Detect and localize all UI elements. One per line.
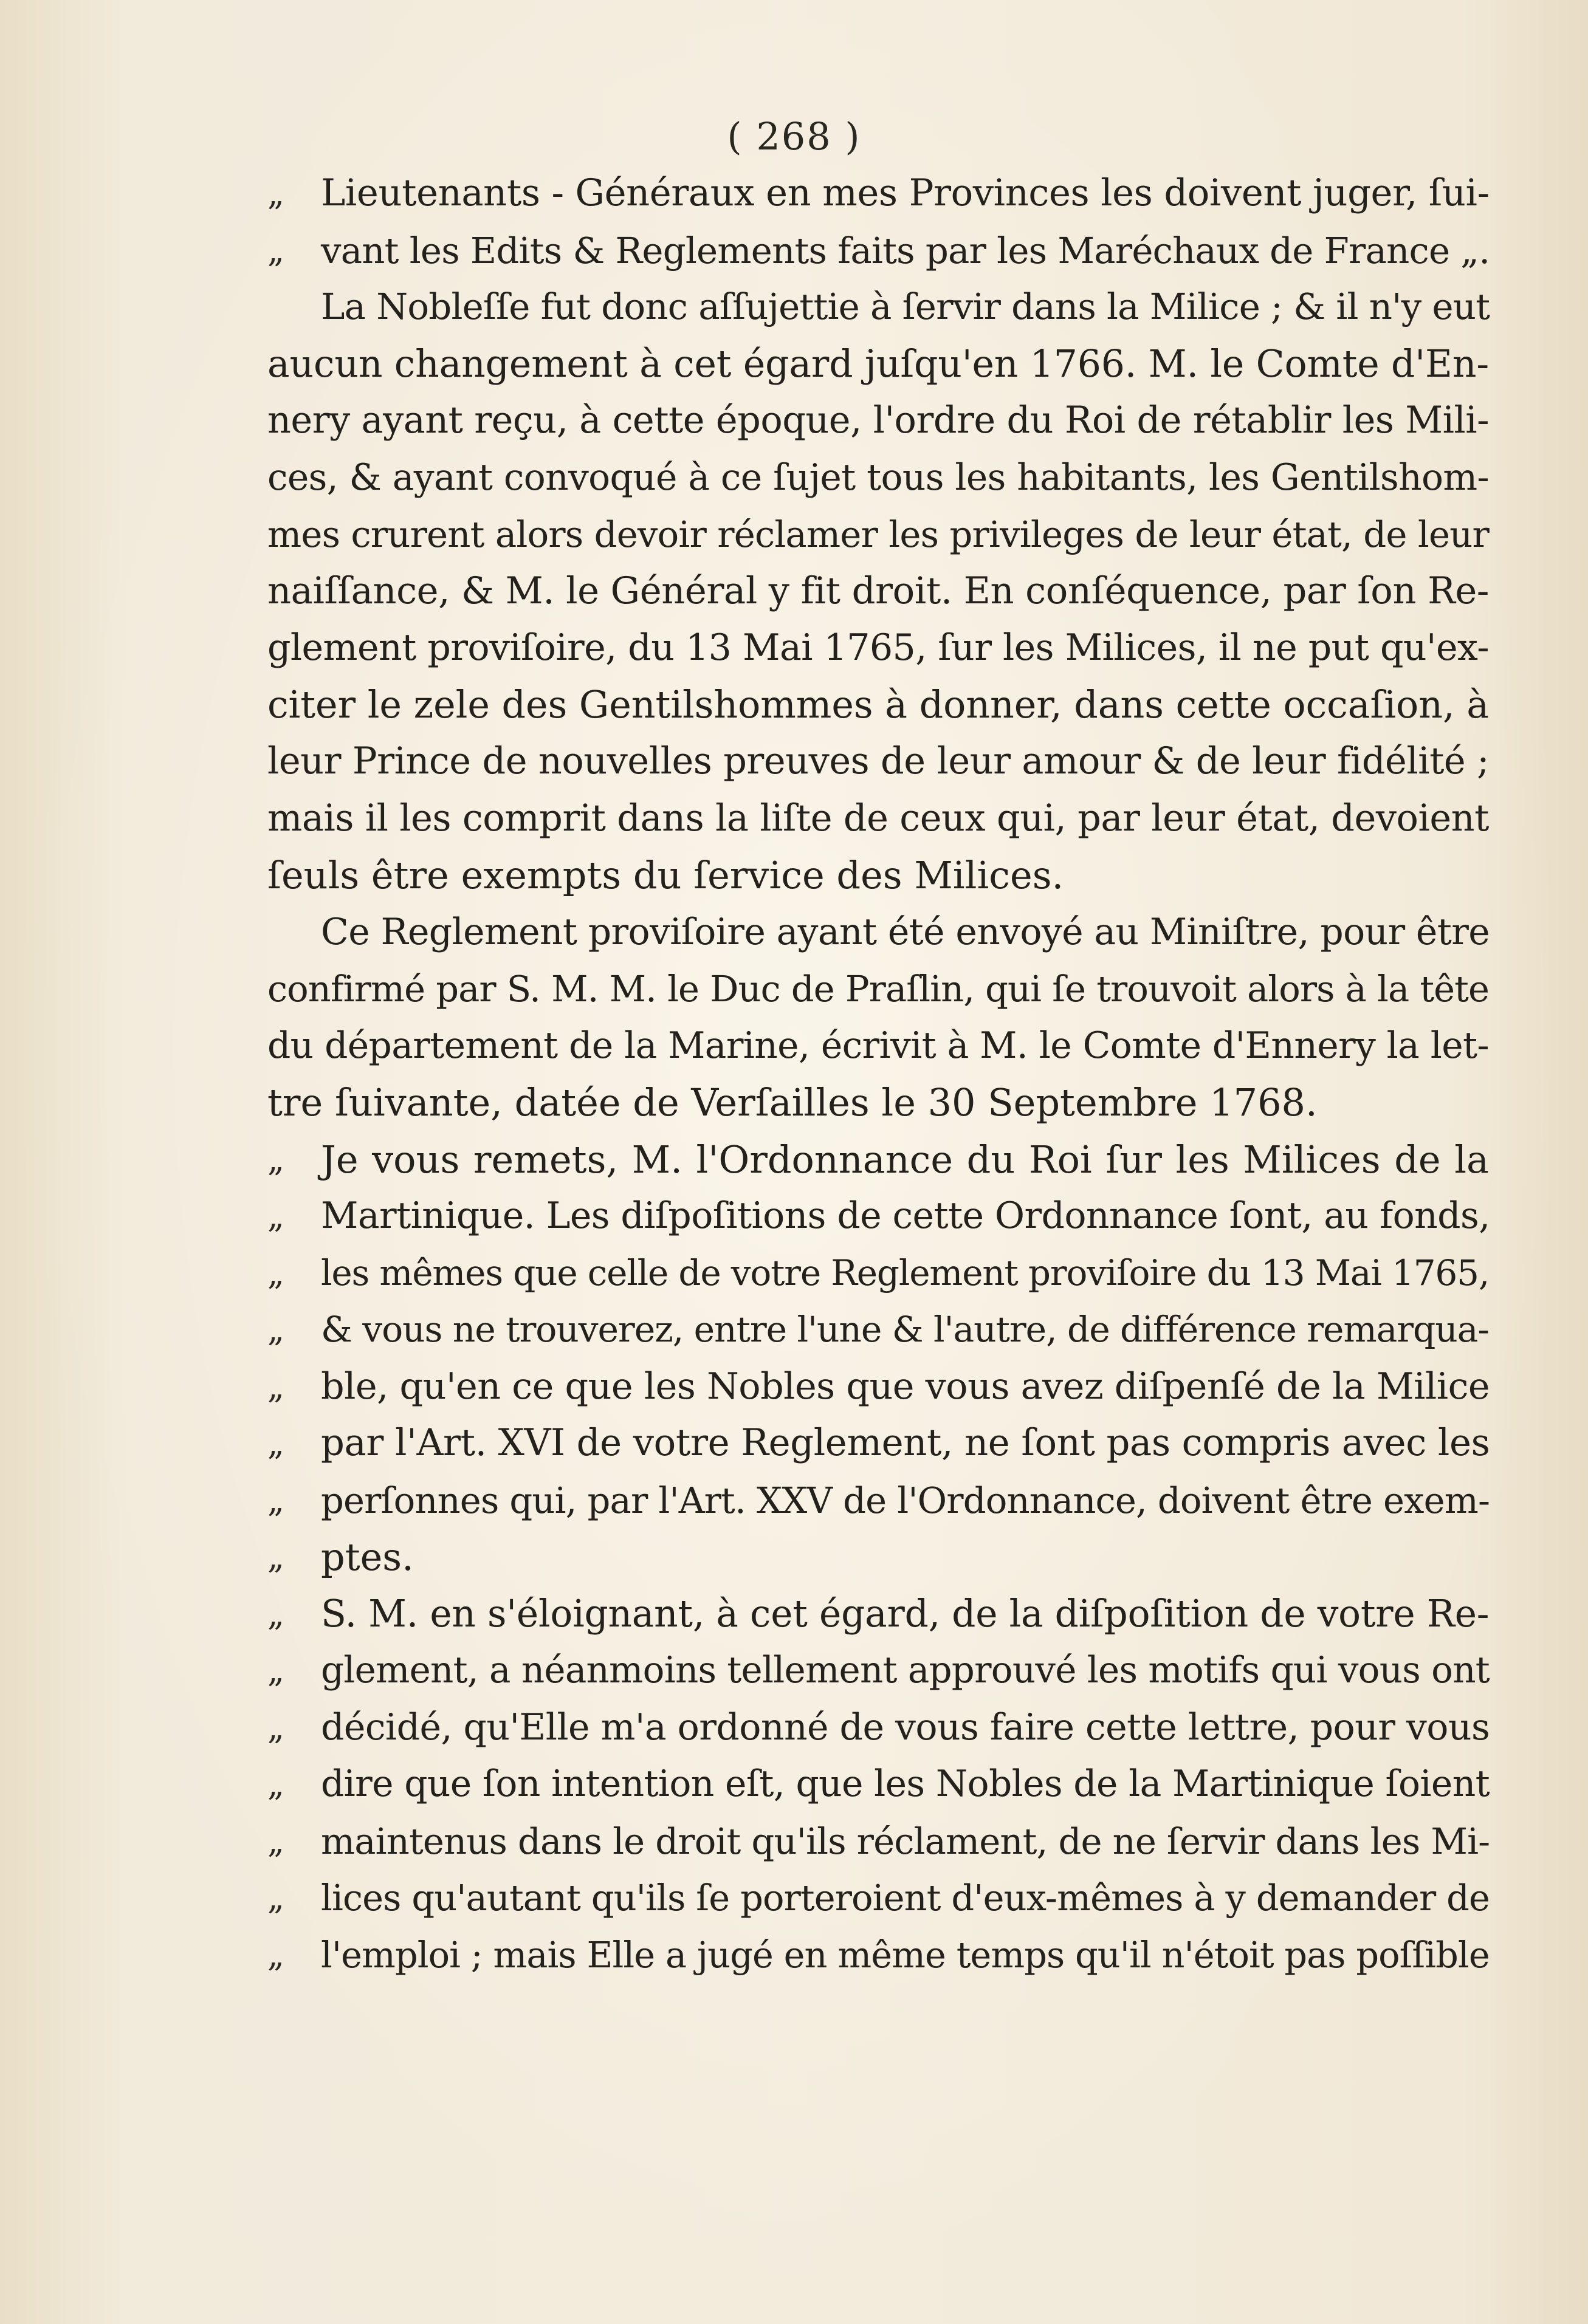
text-line [267, 1870, 1489, 1927]
text-line [267, 165, 1489, 222]
quotation-mark: „ [267, 1651, 284, 1690]
text-line [267, 1301, 1489, 1359]
text-line [267, 336, 1489, 393]
line-text: lices qu'autant qu'ils ſe porteroient d'eux-mêmes à y demander de [321, 1877, 1490, 1919]
line-text: glement proviſoire, du 13 Mai 1765, ſur les Milices, il ne put qu'ex- [267, 626, 1489, 669]
text-line [267, 506, 1489, 563]
text-line [267, 1642, 1489, 1699]
text-line [267, 1359, 1489, 1416]
line-text: ptes. [321, 1535, 414, 1579]
line-text: l'emploi ; mais Elle a jugé en même temps qu'il n'étoit pas poſſible [321, 1933, 1490, 1976]
text-line [267, 1586, 1489, 1643]
text-line [267, 1813, 1489, 1870]
line-text: Ce Reglement proviſoire ayant été envoyé au Miniſtre, pour être [321, 910, 1490, 953]
body-text [267, 165, 1489, 1983]
line-text: les mêmes que celle de votre Reglement proviſoire du 13 Mai 1765, [321, 1252, 1490, 1294]
line-text: Martinique. Les diſpoſitions de cette Ordonnance ſont, au fonds, [321, 1195, 1490, 1237]
text-line [267, 1131, 1489, 1188]
text-line [267, 1018, 1489, 1075]
quotation-mark: „ [267, 1822, 284, 1860]
line-text: ble, qu'en ce que les Nobles que vous avez diſpenſé de la Milice [321, 1365, 1490, 1408]
quotation-mark: „ [267, 174, 284, 213]
quotation-mark: „ [267, 1935, 284, 1974]
line-text: & vous ne trouverez, entre l'une & l'autre, de différence remarqua- [321, 1309, 1489, 1350]
line-text: S. M. en s'éloignant, à cet égard, de la diſpoſition de votre Re- [321, 1592, 1490, 1636]
text-line [267, 1074, 1489, 1131]
line-text: ces, & ayant convoqué à ce ſujet tous les habitants, les Gentilshom- [267, 456, 1489, 499]
text-line [267, 1699, 1489, 1757]
line-text: glement, a néanmoins tellement approuvé les motifs qui vous ont [321, 1650, 1490, 1692]
quotation-mark: „ [267, 1708, 284, 1747]
line-text: Lieutenants - Généraux en mes Provinces les doivent juger, ſui- [321, 172, 1490, 214]
quotation-mark: „ [267, 1140, 284, 1179]
quotation-mark: „ [267, 1538, 284, 1576]
line-text: tre ſuivante, datée de Verſailles le 30 Septembre 1768. [267, 1080, 1318, 1125]
line-text: leur Prince de nouvelles preuves de leur amour & de leur fidélité ; [267, 740, 1489, 783]
quotation-mark: „ [267, 1594, 284, 1633]
line-text: par l'Art. XVI de votre Reglement, ne ſont pas compris avec les [321, 1422, 1490, 1464]
page-number: ( 268 ) [727, 114, 861, 159]
text-line [267, 1927, 1489, 1984]
text-line [267, 847, 1489, 904]
text-line [267, 1756, 1489, 1813]
quotation-mark: „ [267, 231, 284, 270]
quotation-mark: „ [267, 1253, 284, 1292]
text-line [267, 733, 1489, 790]
text-line [267, 677, 1489, 734]
line-text: mais il les comprit dans la liſte de ceux qui, par leur état, devoient [267, 797, 1489, 840]
text-line [267, 392, 1489, 450]
line-text: confirmé par S. M. M. le Duc de Praſlin, qui ſe trouvoit alors à la tête [267, 968, 1489, 1010]
quotation-mark: „ [267, 1765, 284, 1803]
line-text: naiſſance, & M. le Général y fit droit. En conſéquence, par ſon Re- [267, 569, 1489, 612]
text-line [267, 450, 1489, 507]
line-text: vant les Edits & Reglements faits par les Maréchaux de France „. [321, 229, 1490, 272]
text-line [267, 1415, 1489, 1472]
quotation-mark: „ [267, 1367, 284, 1406]
line-text: La Nobleſſe fut donc aſſujettie à ſervir dans la Milice ; & il n'y eut [321, 286, 1490, 328]
line-text: ſeuls être exempts du ſervice des Milices. [267, 853, 1064, 897]
quotation-mark: „ [267, 1311, 284, 1349]
line-text: nery ayant reçu, à cette époque, l'ordre du Roi de rétablir les Mili- [267, 399, 1489, 442]
text-line [267, 961, 1489, 1018]
text-line [267, 222, 1489, 279]
text-line [267, 790, 1489, 848]
line-text: aucun changement à cet égard juſqu'en 1766. M. le Comte d'En- [267, 341, 1489, 386]
text-line [267, 1529, 1489, 1586]
text-line [267, 904, 1489, 961]
quotation-mark: „ [267, 1197, 284, 1235]
text-line [267, 279, 1489, 336]
line-text: dire que ſon intention eſt, que les Nobles de la Martinique ſoient [321, 1763, 1490, 1805]
quotation-mark: „ [267, 1481, 284, 1520]
quotation-mark: „ [267, 1879, 284, 1917]
text-line [267, 1245, 1489, 1302]
text-line [267, 563, 1489, 620]
line-text: citer le zele des Gentilshommes à donner, dans cette occaſion, à [267, 682, 1489, 727]
line-text: mes crurent alors devoir réclamer les privileges de leur état, de leur [267, 513, 1489, 555]
line-text: maintenus dans le droit qu'ils réclament, de ne ſervir dans les Mi- [321, 1820, 1490, 1862]
quotation-mark: „ [267, 1424, 284, 1462]
line-text: Je vous remets, M. l'Ordonnance du Roi ſur les Milices de la [321, 1137, 1489, 1182]
text-line [267, 620, 1489, 677]
text-line [267, 1472, 1489, 1529]
text-line [267, 1188, 1489, 1245]
line-text: perſonnes qui, par l'Art. XXV de l'Ordonnance, doivent être exem- [321, 1479, 1490, 1521]
line-text: du département de la Marine, écrivit à M. le Comte d'Ennery la let- [267, 1024, 1489, 1067]
line-text: décidé, qu'Elle m'a ordonné de vous faire cette lettre, pour vous [321, 1705, 1490, 1749]
